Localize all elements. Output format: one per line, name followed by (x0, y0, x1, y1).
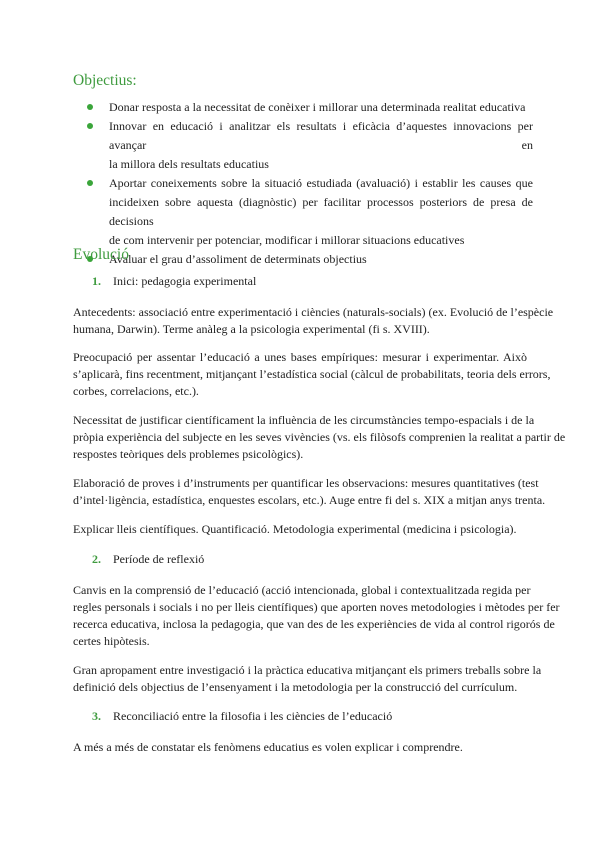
bullet-icon (87, 123, 93, 129)
paragraph: Preocupació per assentar l’educació a unes bases empíriques: mesurar i experimentar. Això s’aplicarà, fins recentment, mitjançant l’estadística social (càlcul de probabilitats, teoria dels errors, corbes, correlacions, etc.). (73, 350, 551, 398)
bullet-text: de com intervenir per potenciar, modificar i millorar situacions educatives (109, 233, 465, 247)
stage-heading-2 (92, 551, 204, 568)
bullet-text: la millora dels resultats educatius (109, 157, 269, 171)
stage-number: 2. (92, 552, 101, 566)
objectius-heading: Objectius: (73, 72, 137, 89)
stage-label: Reconciliació entre la filosofia i les ciències de l’educació (113, 709, 393, 723)
stage-number: 1. (92, 274, 101, 288)
paragraph: Elaboració de proves i d’instruments per quantificar les observacions: mesures quantitatives (test d’intel·ligència, estadística, enquestes escolars, etc.). Auge entre fi del s. XIX a mitjan anys trenta. (73, 476, 546, 507)
paragraph: A més a més de constatar els fenòmens educatius es volen explicar i comprendre. (73, 740, 463, 754)
bullet-icon (87, 180, 93, 186)
paragraph: Gran apropament entre investigació i la pràctica educativa mitjançant els primers treballs sobre la definició dels objectius de l’ensenyament i la metodologia per la construcció del currículum. (73, 663, 542, 694)
stage-heading-3 (92, 708, 392, 725)
stage-number: 3. (92, 709, 101, 723)
paragraph: Antecedents: associació entre experimentació i ciències (naturals-socials) (ex. Evolució de l’espècie humana, Darwin). Terme anàleg a la psicologia experimental (fi s. XVIII). (73, 305, 554, 336)
list-item (73, 98, 533, 117)
list-item (73, 250, 533, 269)
bullet-text: incideixen sobre aquesta (diagnòstic) per facilitar processos posteriors de presa de decisions (109, 195, 533, 228)
stage-label: Inici: pedagogia experimental (113, 274, 257, 288)
stage-heading-1 (92, 273, 256, 290)
list-item (73, 174, 533, 250)
bullet-text: Aportar coneixements sobre la situació estudiada (avaluació) i establir les causes que (109, 176, 533, 190)
stage-label: Període de reflexió (113, 552, 205, 566)
paragraph: Canvis en la comprensió de l’educació (acció intencionada, global i contextualitzada regida per regles personals i socials i no per lleis científiques) que aporten noves metodologies i mètodes per fer recerca educativa, inclosa la pedagogia, que van des de les experiències de vida al control rigorós de certes hipòtesis. (73, 583, 560, 648)
evolucio-heading: Evolució (73, 246, 129, 263)
paragraph: Necessitat de justificar científicament la influència de les circumstàncies tempo-espacials i de la pròpia experiència del subjecte en les seves vivències (vs. els filòsofs comprenien la realitat a partir de respostes teòriques dels problemes psicològics). (73, 413, 566, 461)
objectius-list (73, 98, 533, 269)
bullet-text: Innovar en educació i analitzar els resultats i eficàcia d’aquestes innovacions per avançar en (109, 119, 533, 152)
list-item (73, 117, 533, 174)
bullet-text: Avaluar el grau d’assoliment de determinats objectius (109, 252, 367, 266)
paragraph: Explicar lleis científiques. Quantificació. Metodologia experimental (medicina i psicologia). (73, 522, 517, 536)
bullet-text: Donar resposta a la necessitat de conèixer i millorar una determinada realitat educativa (109, 100, 526, 114)
bullet-icon (87, 104, 93, 110)
